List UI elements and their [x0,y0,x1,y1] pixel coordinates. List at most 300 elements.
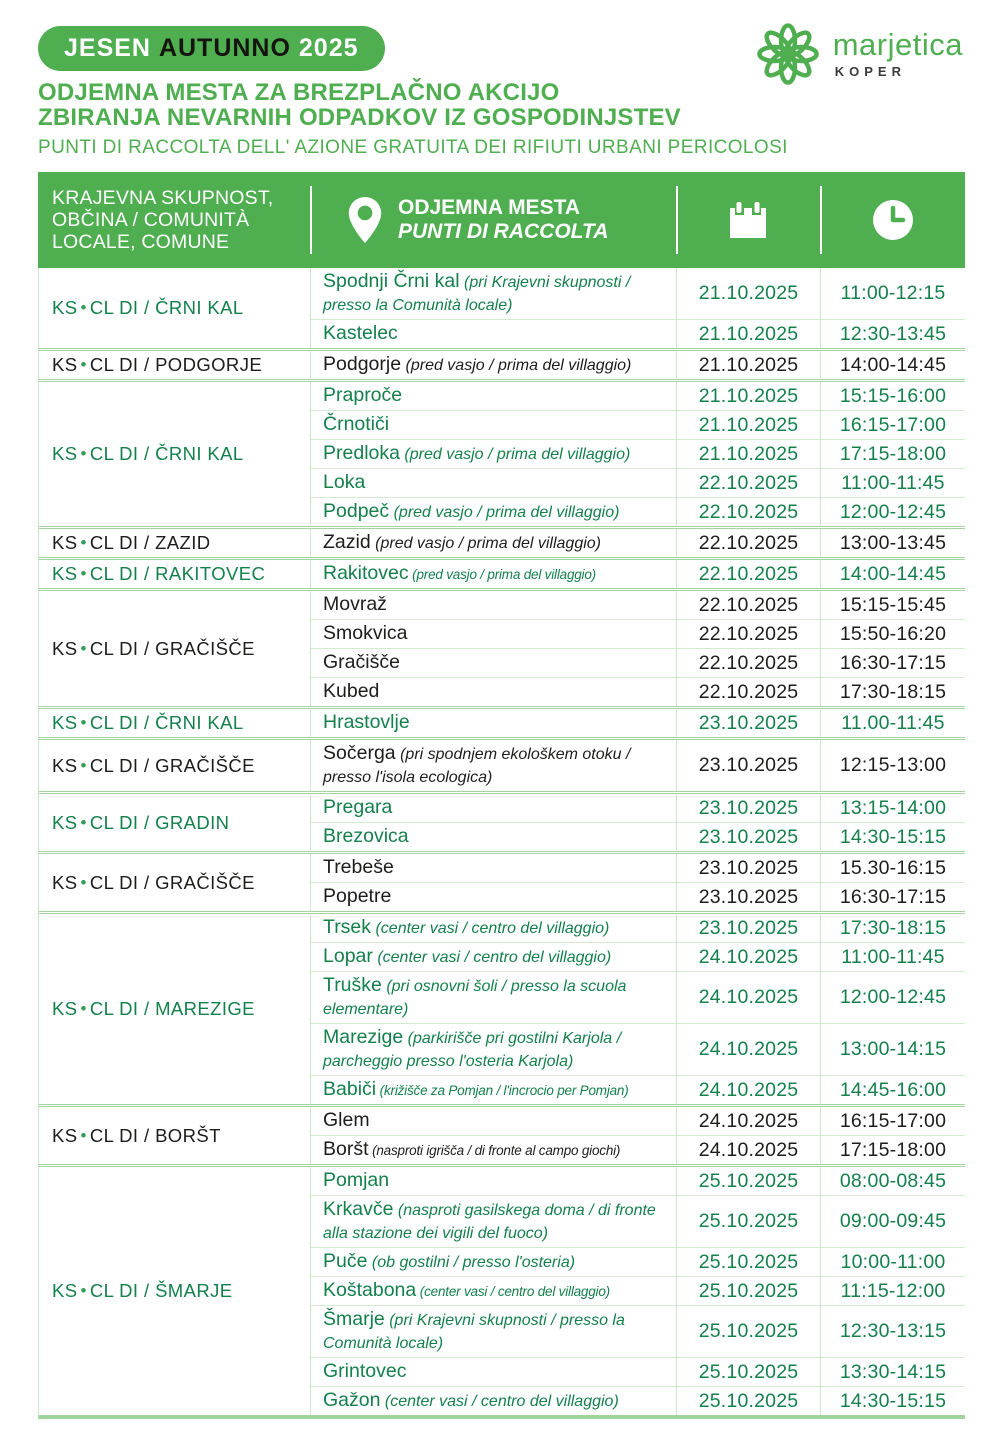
date-cell: 22.10.2025 [677,678,821,706]
group-rows [311,854,965,911]
place-text [323,916,609,940]
header-column-places [310,172,676,268]
date-cell: 22.10.2025 [677,498,821,526]
table-group [39,911,965,1104]
time-cell: 11:00-12:15 [840,282,946,304]
bullet-icon: • [80,638,87,658]
place-text [323,796,392,820]
place-note: (pred vasjo / prima del villaggio) [401,357,632,374]
time-cell: 08:00-08:45 [839,1169,947,1192]
place-text [323,1360,406,1384]
place-name: Brezovica [323,825,409,847]
group-rows [311,794,965,851]
date-cell: 25.10.2025 [677,1196,821,1247]
bullet-icon: • [80,872,87,892]
group-label-prefix: KS [52,443,78,464]
bullet-icon: • [80,755,87,775]
time-cell: 12:30-13:45 [839,322,947,345]
place-cell [311,382,677,410]
date-cell: 24.10.2025 [677,1107,821,1135]
date-cell: 25.10.2025 [677,1167,821,1195]
place-name: Rakitovec [323,562,409,584]
place-text [323,442,630,466]
place-name: Trebeše [323,856,394,878]
date-cell: 23.10.2025 [677,709,821,737]
group-label-name: CL DI / ČRNI KAL [89,443,244,464]
table-row [311,1386,965,1415]
place-cell [311,1306,677,1357]
time-cell: 17:15-18:00 [839,442,947,465]
date-cell: 25.10.2025 [677,1277,821,1305]
date-cell: 21.10.2025 [677,268,821,319]
table-body [38,268,965,1419]
table-row [311,794,965,822]
place-cell [311,823,677,851]
place-cell [311,740,677,791]
group-label-prefix: KS [52,1124,78,1146]
table-row [311,1195,965,1247]
date-cell: 24.10.2025 [677,1024,821,1075]
table-row [311,439,965,468]
table-row [311,740,965,791]
header-column-locality [38,172,310,268]
group-rows [311,351,965,379]
table-row [311,1305,965,1357]
time-cell: 12:00-12:45 [839,986,947,1008]
table-row [311,497,965,526]
date-cell: 25.10.2025 [677,1248,821,1276]
table-row [311,677,965,706]
schedule-table [38,172,965,1419]
date-cell: 23.10.2025 [677,740,821,791]
place-cell [311,1196,677,1247]
place-text [323,1138,620,1162]
group-label-name: CL DI / ČRNI KAL [89,297,244,318]
place-cell [311,1248,677,1276]
place-text [323,1198,668,1245]
place-cell [311,591,677,619]
time-cell: 09:00-09:45 [839,1210,947,1232]
date-cell: 22.10.2025 [677,560,821,588]
time-cell: 16:15-17:00 [839,1109,947,1132]
place-note: (pred vasjo / prima del villaggio) [399,446,631,463]
place-cell [311,1107,677,1135]
group-label-name: CL DI / MAREZIGE [89,998,255,1019]
group-label-prefix: KS [52,532,78,553]
place-text [323,1078,629,1102]
brand-name: marjetica [832,27,963,62]
time-cell: 17:15-18:00 [839,1138,947,1161]
table-row [311,619,965,648]
group-label [39,1167,311,1415]
place-text [323,1389,619,1413]
header-locality-line1: KRAJEVNA SKUPNOST, [52,187,274,209]
date-cell: 22.10.2025 [677,469,821,497]
place-cell [311,1387,677,1415]
table-row [311,709,965,737]
group-rows [311,591,965,706]
table-group [39,1164,965,1415]
time-cell: 17:30-18:15 [839,680,947,703]
time-cell: 12:30-13:15 [839,1320,947,1342]
place-cell [311,794,677,822]
table-row [311,648,965,677]
time-cell: 17:30-18:15 [839,916,947,939]
place-text [323,413,389,437]
table-row [311,382,965,410]
date-cell: 21.10.2025 [677,411,821,439]
bullet-icon: • [80,444,87,463]
place-name: Predloka [323,442,400,464]
place-name: Podgorje [323,353,402,375]
table-row [311,971,965,1023]
table-row [311,560,965,588]
time-cell: 14:00-14:45 [839,562,947,585]
badge-space2 [291,34,299,63]
table-row [311,410,965,439]
place-cell [311,678,677,706]
header-places-line1: ODJEMNA MESTA [398,196,581,219]
bullet-icon: • [80,1281,87,1300]
header-places-line2: PUNTI DI RACCOLTA [398,220,609,243]
time-cell: 16:15-17:00 [839,413,947,436]
place-text [323,1026,668,1073]
place-name: Gračišče [323,651,400,673]
place-text [323,384,402,408]
date-cell: 25.10.2025 [677,1306,821,1357]
group-label [39,854,311,911]
header-column-date [676,172,820,268]
group-label [39,529,311,557]
place-text [323,680,379,704]
place-name: Podpeč [323,500,390,522]
group-label [39,1107,311,1164]
group-label-name: CL DI / BORŠT [89,1124,221,1146]
place-cell [311,351,677,379]
place-note: (center vasi / centro del villaggio) [372,949,612,966]
place-note: (križišče za Pomjan / l'incrocio per Pomjan) [376,1083,629,1098]
place-cell [311,883,677,911]
date-cell: 22.10.2025 [677,620,821,648]
time-cell: 15:15-15:45 [839,593,947,616]
place-text [323,500,619,524]
place-cell [311,709,677,737]
table-group [39,737,965,791]
table-row [311,822,965,851]
group-label-name: CL DI / GRAČIŠČE [89,754,255,776]
place-cell [311,914,677,942]
place-name: Spodnji Črni kal [323,270,460,292]
group-label [39,268,311,348]
place-name: Gažon [323,1389,381,1411]
table-row [311,1167,965,1195]
group-label-prefix: KS [52,637,78,659]
group-label-name: CL DI / GRAČIŠČE [89,637,255,659]
place-name: Trsek [323,916,372,938]
group-label [39,794,311,851]
table-row [311,268,965,319]
place-name: Zazid [323,531,371,553]
time-cell: 13:00-13:45 [839,531,947,554]
table-row [311,942,965,971]
place-cell [311,469,677,497]
group-label [39,740,311,791]
time-cell: 15.30-16:15 [839,856,947,879]
group-rows [311,709,965,737]
table-group [39,1104,965,1164]
date-cell: 24.10.2025 [677,972,821,1023]
place-cell [311,854,677,882]
place-text [323,651,400,675]
place-cell [311,498,677,526]
place-name: Koštabona [323,1279,417,1301]
page-title [38,80,965,130]
place-text [323,1250,575,1274]
table-group [39,268,965,348]
bullet-icon: • [80,812,87,832]
place-note: (pred vasjo / prima del villaggio) [370,535,602,552]
place-text [323,825,409,849]
place-note: (pred vasjo / prima del villaggio) [408,567,596,582]
group-label-prefix: KS [52,998,78,1019]
group-label-name: CL DI / GRAČIŠČE [89,871,255,893]
table-row [311,854,965,882]
place-text [323,856,394,880]
place-cell [311,320,677,348]
table-row [311,1023,965,1075]
place-text [323,1279,610,1303]
table-group [39,379,965,526]
place-cell [311,943,677,971]
group-label [39,914,311,1104]
time-cell: 12:00-12:45 [839,500,947,523]
group-rows [311,268,965,348]
table-header [38,172,965,268]
group-rows [311,560,965,588]
bullet-icon: • [80,298,87,317]
group-label-prefix: KS [52,354,78,375]
date-cell: 23.10.2025 [677,854,821,882]
place-cell [311,1167,677,1195]
place-name: Krkavče [323,1198,394,1220]
time-cell: 12:15-13:00 [839,754,947,776]
date-cell: 23.10.2025 [677,914,821,942]
table-row [311,351,965,379]
place-name: Grintovec [323,1360,407,1382]
time-cell: 14:30-15:15 [839,825,947,848]
place-note: (pri Krajevni skupnosti / presso la Comunità locale) [323,274,631,314]
date-cell: 23.10.2025 [677,883,821,911]
time-cell: 14:00-14:45 [839,353,947,376]
table-group [39,348,965,379]
table-group [39,588,965,706]
time-cell: 13:15-14:00 [839,796,947,819]
time-cell: 14:45-16:00 [839,1078,947,1101]
location-pin-icon [348,197,382,243]
group-label-prefix: KS [52,563,78,584]
group-label-name: CL DI / ČRNI KAL [89,712,244,733]
table-row [311,914,965,942]
place-text [323,945,611,969]
time-cell: 11:00-11:45 [841,945,945,968]
table-row [311,1135,965,1164]
page-title-line1: ODJEMNA MESTA ZA BREZPLAČNO AKCIJO [38,79,560,106]
time-cell: 16:30-17:15 [839,885,947,908]
time-cell: 14:30-15:15 [839,1389,947,1412]
group-label-name: CL DI / RAKITOVEC [89,563,266,584]
place-cell [311,411,677,439]
place-text [323,270,668,317]
place-text [323,1169,389,1193]
date-cell: 22.10.2025 [677,649,821,677]
time-cell: 10:00-11:00 [840,1250,946,1273]
time-cell: 15:50-16:20 [839,622,947,645]
group-label [39,382,311,526]
group-label [39,560,311,588]
time-cell: 13:30-14:15 [839,1360,947,1383]
bullet-icon: • [80,1125,87,1145]
group-label-name: CL DI / ŠMARJE [89,1280,233,1301]
place-note: (center vasi / centro del villaggio) [380,1393,619,1410]
clock-icon [872,199,914,241]
place-cell [311,560,677,588]
place-text [323,562,596,586]
table-row [311,1276,965,1305]
place-name: Puče [323,1250,368,1272]
place-name: Praproče [323,384,403,406]
date-cell: 23.10.2025 [677,794,821,822]
place-text [323,711,410,735]
place-name: Glem [323,1109,370,1131]
date-cell: 24.10.2025 [677,943,821,971]
place-text [323,353,631,377]
time-cell: 11.00-11:45 [841,711,945,734]
page-subtitle: PUNTI DI RACCOLTA DELL' AZIONE GRATUITA DEI RIFIUTI URBANI PERICOLOSI [38,137,788,158]
place-cell [311,529,677,557]
place-cell [311,620,677,648]
group-rows [311,529,965,557]
place-note: (parkirišče pri gostilni Karjola / parcheggio presso l'osteria Karjola) [323,1030,622,1070]
table-group [39,791,965,851]
place-name: Črnotiči [323,413,390,435]
place-name: Smokvica [323,622,408,644]
time-cell: 13:00-14:15 [839,1038,947,1060]
group-label-name: CL DI / ZAZID [89,532,211,553]
place-note: (pri Krajevni skupnosti / presso la Comunità locale) [323,1312,625,1352]
time-cell: 15:15-16:00 [839,384,947,407]
group-rows [311,740,965,791]
place-note: (nasproti gasilskega doma / di fronte alla stazione dei vigili del fuoco) [323,1202,656,1242]
place-text [323,885,391,909]
place-name: Pregara [323,796,393,818]
place-text [323,531,601,555]
group-label [39,351,311,379]
place-text [323,1109,370,1133]
date-cell: 21.10.2025 [677,440,821,468]
header-locality-line3: LOCALE, COMUNE [52,231,230,253]
date-cell: 24.10.2025 [677,1136,821,1164]
group-label-name: CL DI / PODGORJE [89,354,263,375]
time-cell: 11:15-12:00 [840,1279,946,1302]
place-note: (center vasi / centro del villaggio) [416,1284,610,1299]
place-name: Movraž [323,593,387,615]
group-rows [311,914,965,1104]
place-text [323,974,668,1021]
table-row [311,468,965,497]
table-row [311,319,965,348]
place-name: Popetre [323,885,392,907]
place-text [323,322,398,346]
date-cell: 21.10.2025 [677,351,821,379]
table-row [311,1247,965,1276]
place-text [323,593,387,617]
group-label [39,591,311,706]
place-cell [311,1076,677,1104]
place-name: Kastelec [323,322,398,344]
group-rows [311,382,965,526]
group-label-prefix: KS [52,811,78,833]
table-group [39,706,965,737]
place-note: (pri spodnjem ekološkem otoku / presso l'isola ecologica) [323,746,631,786]
place-name: Lopar [323,945,373,967]
place-name: Boršt [323,1138,369,1160]
place-cell [311,1136,677,1164]
place-text [323,742,668,789]
table-row [311,529,965,557]
badge-space [151,34,159,63]
page-title-line2: ZBIRANJA NEVARNIH ODPADKOV IZ GOSPODINJSTEV [38,104,681,131]
badge-season-it: AUTUNNO [158,34,291,62]
group-label-prefix: KS [52,754,78,776]
date-cell: 22.10.2025 [677,529,821,557]
group-label-prefix: KS [52,712,78,733]
badge-season-sl: JESEN [64,34,151,62]
place-cell [311,268,677,319]
date-cell: 22.10.2025 [677,591,821,619]
place-name: Loka [323,471,366,493]
season-badge [38,26,385,71]
table-row [311,1075,965,1104]
bullet-icon: • [80,713,87,732]
place-note: (nasproti igrišča / di fronte al campo giochi) [368,1143,621,1158]
date-cell: 21.10.2025 [677,320,821,348]
group-label-name: CL DI / GRADIN [89,811,230,833]
place-cell [311,649,677,677]
place-note: (center vasi / centro del villaggio) [371,920,610,937]
date-cell: 23.10.2025 [677,823,821,851]
group-label-prefix: KS [52,1280,78,1301]
group-label-prefix: KS [52,871,78,893]
bullet-icon: • [80,355,87,374]
time-cell: 11:00-11:45 [841,471,945,494]
table-row [311,1107,965,1135]
calendar-icon [725,197,771,243]
place-cell [311,972,677,1023]
table-row [311,882,965,911]
table-row [311,1357,965,1386]
place-name: Sočerga [323,742,396,764]
brand-logo [757,22,963,86]
place-note: (pred vasjo / prima del villaggio) [389,504,620,521]
bullet-icon: • [80,999,87,1018]
place-cell [311,1358,677,1386]
date-cell: 21.10.2025 [677,382,821,410]
place-name: Pomjan [323,1169,390,1191]
date-cell: 24.10.2025 [677,1076,821,1104]
place-text [323,1308,668,1355]
place-cell [311,440,677,468]
group-rows [311,1107,965,1164]
